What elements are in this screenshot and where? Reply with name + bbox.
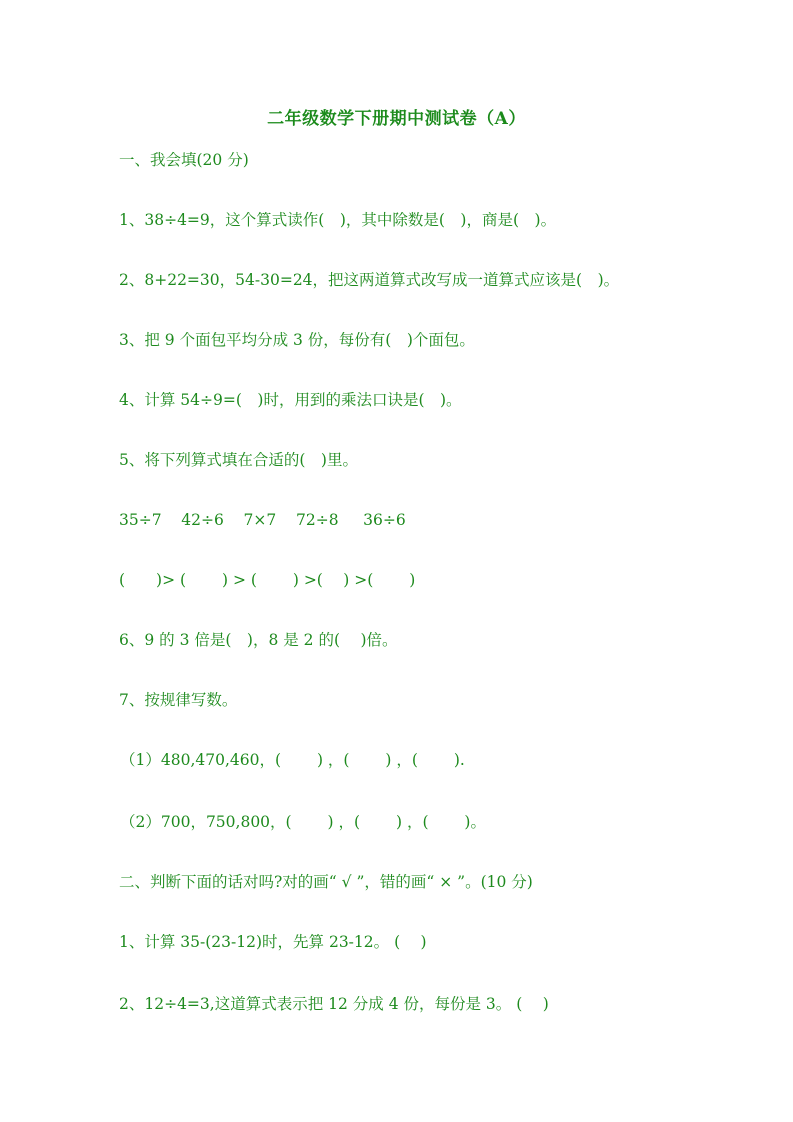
question-1-7: 7、按规律写数。 (119, 691, 238, 709)
question-1-7-part2: （2）700，750,800，( ) ，( ) ，( )。 (120, 813, 486, 831)
question-1-5-expressions: 35÷7 42÷6 7×7 72÷8 36÷6 (119, 511, 406, 529)
question-1-6: 6、9 的 3 倍是( )，8 是 2 的( )倍。 (119, 631, 398, 649)
page-title: 二年级数学下册期中测试卷（A） (267, 109, 526, 129)
question-1-1: 1、38÷4=9，这个算式读作( )，其中除数是( )，商是( )。 (119, 211, 557, 229)
question-1-7-part1: （1）480,470,460，( ) ，( ) ，( ). (120, 751, 465, 769)
question-1-3: 3、把 9 个面包平均分成 3 份，每份有( )个面包。 (119, 331, 475, 349)
question-2-1: 1、计算 35-(23-12)时，先算 23-12。 ( ) (119, 933, 427, 951)
question-2-2: 2、12÷4=3,这道算式表示把 12 分成 4 份，每份是 3。 ( ) (119, 995, 549, 1013)
section1-heading: 一、我会填(20 分) (119, 151, 249, 169)
question-1-4: 4、计算 54÷9=( )时，用到的乘法口诀是( )。 (119, 391, 462, 409)
question-1-5-blanks: ( )> ( ) > ( ) >( ) >( ) (119, 571, 416, 589)
question-1-2: 2、8+22=30，54-30=24，把这两道算式改写成一道算式应该是( )。 (119, 271, 620, 289)
question-1-5: 5、将下列算式填在合适的( )里。 (119, 451, 358, 469)
section2-heading: 二、判断下面的话对吗?对的画“ √ ”，错的画“ × ”。(10 分) (119, 873, 533, 891)
